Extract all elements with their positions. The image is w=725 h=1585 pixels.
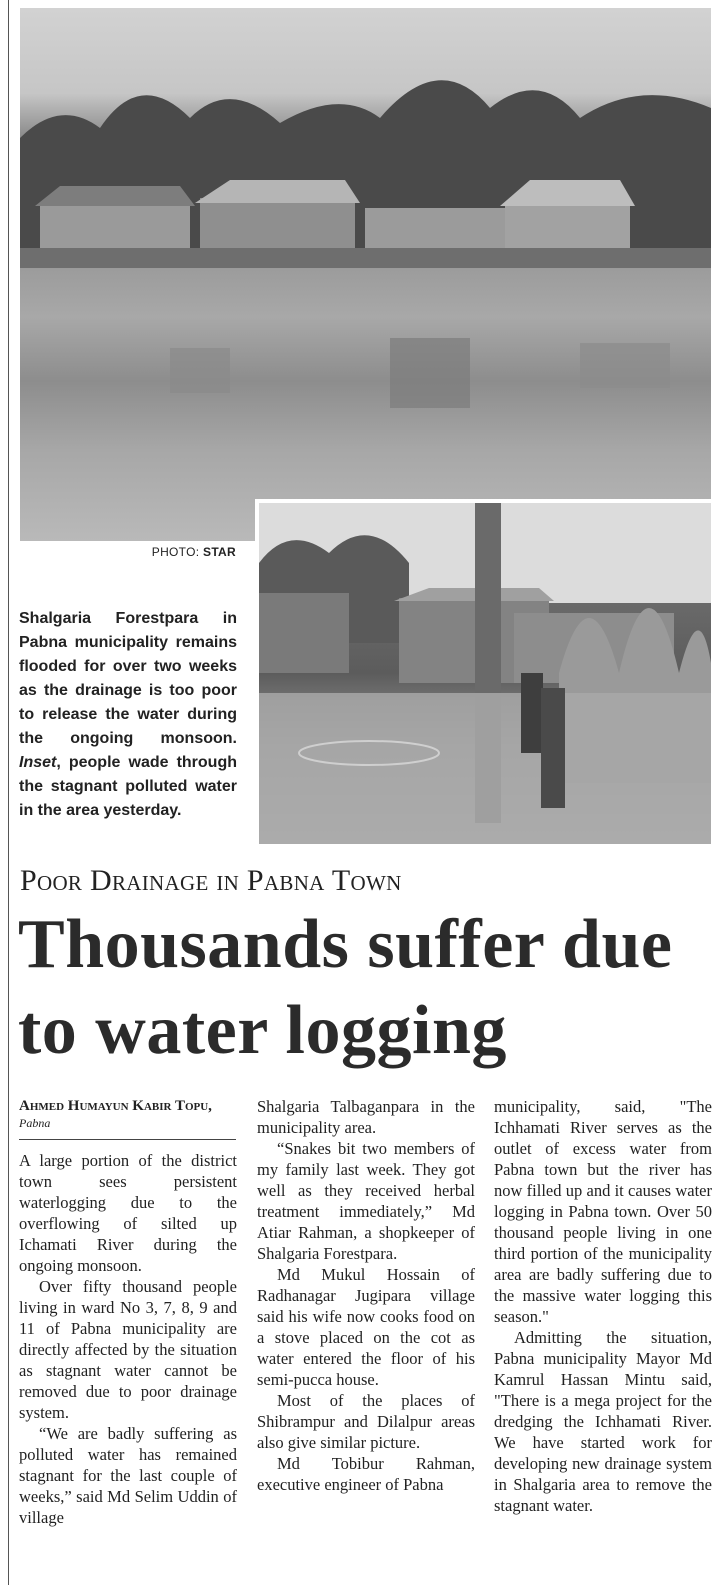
byline [19,1098,237,1132]
article-paragraph: “Snakes bit two members of my family last week. They got well as they received herbal treatment immediately,” Md Atiar Rahman, a shopkeeper of Shalgaria Forestpara. [257,1139,475,1263]
photo-caption [19,607,237,823]
article-paragraph: Md Tobibur Rahman, executive engineer of Pabna [257,1454,475,1494]
article-column-3 [494,1096,712,1516]
kicker-headline: Poor Drainage in Pabna Town [20,864,402,897]
photo-credit-source: STAR [203,545,236,559]
main-headline: Thousands suffer due to water logging [18,906,673,1069]
flood-photo-inset-drawing [259,503,711,844]
article-paragraph: “We are badly suffering as polluted water has remained stagnant for the last couple of weeks,” said Md Selim Uddin of village [19,1424,237,1527]
caption-inset-word: Inset [19,754,57,771]
article-paragraph: Over fifty thousand people living in ward No 3, 7, 8, 9 and 11 of Pabna municipality are directly affected by the situation as stagnant water cannot be removed due to poor drainage system. [19,1277,237,1422]
article-paragraph: municipality, said, "The Ichhamati River serves as the outlet of excess water from Pabna town but the river has now filled up and it causes water logging in Pabna town. Over 50 thousand people living in one third portion of the municipality area are badly suffering due to the massive water logging this season." [494,1097,712,1326]
byline-location: Pabna [19,1116,51,1130]
caption-part2: , people wade through the stagnant polluted water in the area yesterday. [19,754,237,819]
article-paragraph: A large portion of the district town sees persistent waterlogging due to the overflowing of silted up Ichamati River during the ongoing monsoon. [19,1151,237,1275]
article-paragraph: Md Mukul Hossain of Radhanagar Jugipara village said his wife now cooks food on a stove placed on the cot as water entered the floor of his semi-pucca house. [257,1265,475,1389]
flood-photo-main [20,8,711,541]
byline-rule [19,1139,236,1140]
article-paragraph: Admitting the situation, Pabna municipality Mayor Md Kamrul Hassan Mintu said, "There is a mega project for the dredging the Ichhamati River. We have started work for developing new drainage system in Shalgaria area to remove the stagnant water. [494,1328,712,1515]
flood-photo-inset [255,499,711,844]
article-paragraph: Most of the places of Shibrampur and Dilalpur areas also give similar picture. [257,1391,475,1452]
article-column-1 [19,1150,237,1528]
flood-photo-main-drawing [20,8,711,541]
byline-name: Ahmed Humayun Kabir Topu, [19,1098,212,1114]
page-left-rule [8,0,9,1585]
article-paragraph: Shalgaria Talbaganpara in the municipality area. [257,1097,475,1137]
photo-credit [20,545,236,559]
article-column-2 [257,1096,475,1495]
caption-part1: Shalgaria Forestpara in Pabna municipality remains flooded for over two weeks as the drainage is too poor to release the water during the ongoing monsoon. [19,610,237,747]
photo-credit-label: PHOTO: [151,545,200,559]
